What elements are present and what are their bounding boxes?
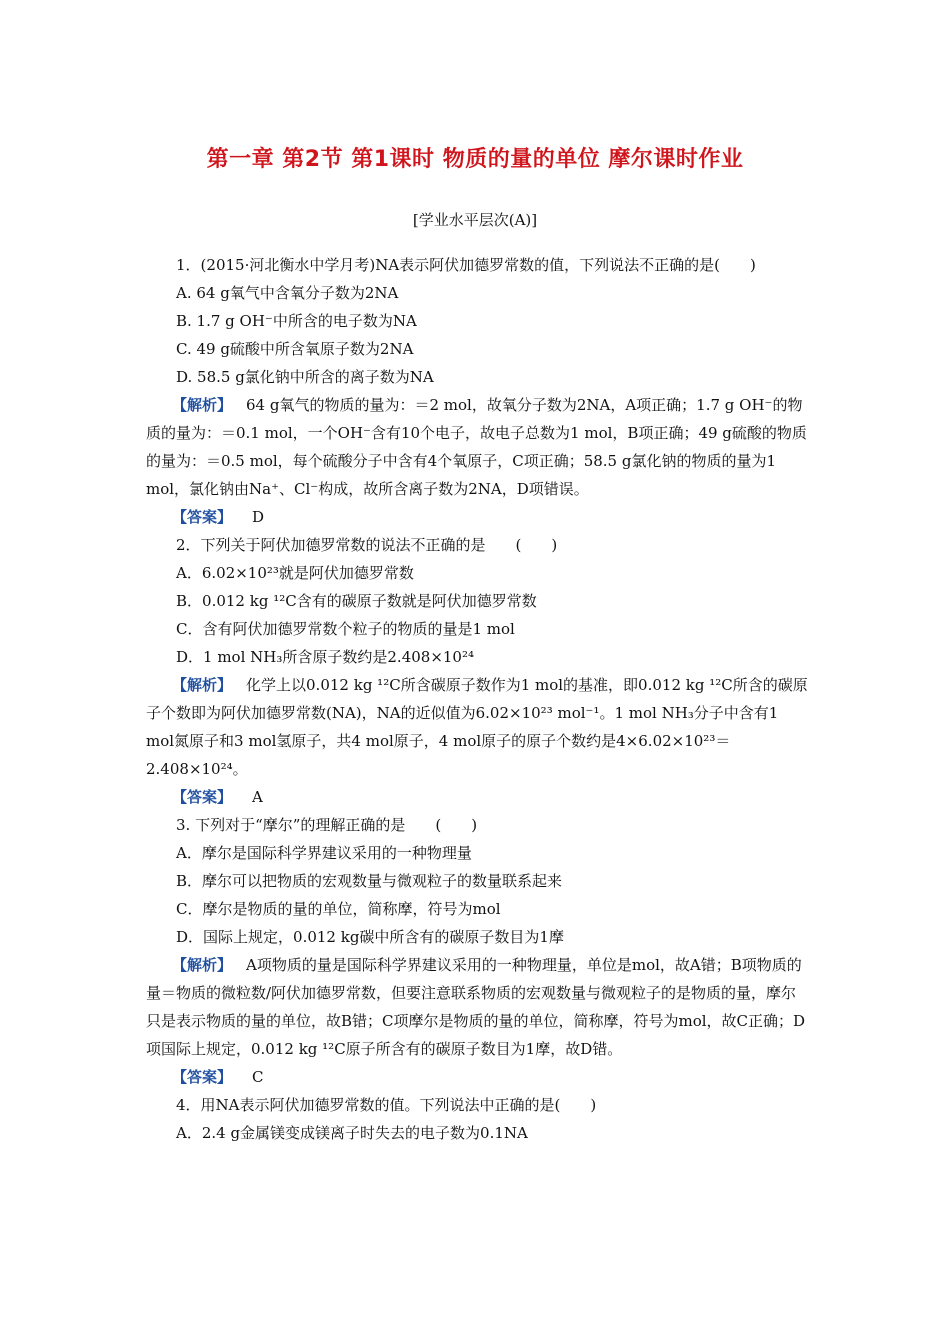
answer-label: 【答案】 <box>172 788 233 806</box>
question-1-stem: 1．(2015·河北衡水中学月考)NA表示阿伏加德罗常数的值，下列说法不正确的是( ) <box>176 256 756 274</box>
answer-value: C <box>252 1068 264 1086</box>
question-2-option-a: A．6.02×10²³就是阿伏加德罗常数 <box>176 564 414 582</box>
level-heading: [学业水平层次(A)] <box>412 211 538 229</box>
question-1-option-b: B. 1.7 g OH⁻中所含的电子数为NA <box>176 312 417 330</box>
answer-label: 【答案】 <box>172 1068 233 1086</box>
analysis-label: 【解析】 <box>172 396 233 414</box>
question-3-option-b: B．摩尔可以把物质的宏观数量与微观粒子的数量联系起来 <box>176 872 563 890</box>
question-2-option-b: B．0.012 kg ¹²C含有的碳原子数就是阿伏加德罗常数 <box>176 592 537 610</box>
analysis-label: 【解析】 <box>172 676 233 694</box>
analysis-text: 64 g氧气的物质的量为：＝2 mol，故氧分子数为2NA，A项正确；1.7 g OH⁻的物质的量为：＝0.1 mol，一个OH⁻含有10个电子，故电子总数为1 mol，B项正确；49 g硫酸的物质的量为：＝0.5 mol，每个硫酸分子中含有4个氧原子，C项正确；58.5 g氯化钠的物质的量为1 mol，氯化钠由Na⁺、Cl⁻构成，故所含离子数为2NA，D项错误。 <box>146 396 807 498</box>
question-1-option-d: D. 58.5 g氯化钠中所含的离子数为NA <box>176 368 434 386</box>
question-3-option-c: C．摩尔是物质的量的单位，简称摩，符号为mol <box>176 900 501 918</box>
question-3-option-a: A．摩尔是国际科学界建议采用的一种物理量 <box>176 844 472 862</box>
question-2-option-d: D．1 mol NH₃所含原子数约是2.408×10²⁴ <box>176 648 475 666</box>
analysis-text: A项物质的量是国际科学界建议采用的一种物理量，单位是mol，故A错；B项物质的量＝物质的微粒数/阿伏加德罗常数，但要注意联系物质的宏观数量与微观粒子的是物质的量，摩尔只是表示物质的量的单位，故B错；C项摩尔是物质的量的单位，简称摩，符号为mol，故C正确；D项国际上规定，0.012 kg ¹²C原子所含有的碳原子数目为1摩，故D错。 <box>146 956 806 1058</box>
question-1-analysis <box>146 391 810 503</box>
question-4-option-a: A．2.4 g金属镁变成镁离子时失去的电子数为0.1NA <box>176 1124 528 1142</box>
question-2-answer <box>146 783 810 811</box>
answer-label: 【答案】 <box>172 508 233 526</box>
analysis-text: 化学上以0.012 kg ¹²C所含碳原子数作为1 mol的基准，即0.012 kg ¹²C所含的碳原子个数即为阿伏加德罗常数(NA)，NA的近似值为6.02×10²³ mol⁻¹。1 mol NH₃分子中含有1 mol氮原子和3 mol氢原子，共4 mol原子，4 mol原子的原子个数约是4×6.02×10²³＝2.408×10²⁴。 <box>146 676 808 778</box>
question-3-analysis <box>146 951 810 1063</box>
question-1-answer <box>146 503 810 531</box>
question-4-stem: 4．用NA表示阿伏加德罗常数的值。下列说法中正确的是( ) <box>176 1096 597 1114</box>
page-title: 第一章 第2节 第1课时 物质的量的单位 摩尔课时作业 <box>206 147 744 172</box>
answer-value: D <box>252 508 265 526</box>
question-2-analysis <box>146 671 810 783</box>
question-3-option-d: D．国际上规定，0.012 kg碳中所含有的碳原子数目为1摩 <box>176 928 564 946</box>
question-3-answer <box>146 1063 810 1091</box>
question-3-stem: 3. 下列对于“摩尔”的理解正确的是 ( ) <box>176 816 478 834</box>
analysis-label: 【解析】 <box>172 956 233 974</box>
question-1-option-a: A. 64 g氧气中含氧分子数为2NA <box>176 284 399 302</box>
question-2-option-c: C．含有阿伏加德罗常数个粒子的物质的量是1 mol <box>176 620 515 638</box>
question-1-option-c: C. 49 g硫酸中所含氧原子数为2NA <box>176 340 414 358</box>
question-2-stem: 2．下列关于阿伏加德罗常数的说法不正确的是 ( ) <box>176 536 558 554</box>
exercise-content <box>146 251 810 1147</box>
answer-value: A <box>252 788 263 806</box>
